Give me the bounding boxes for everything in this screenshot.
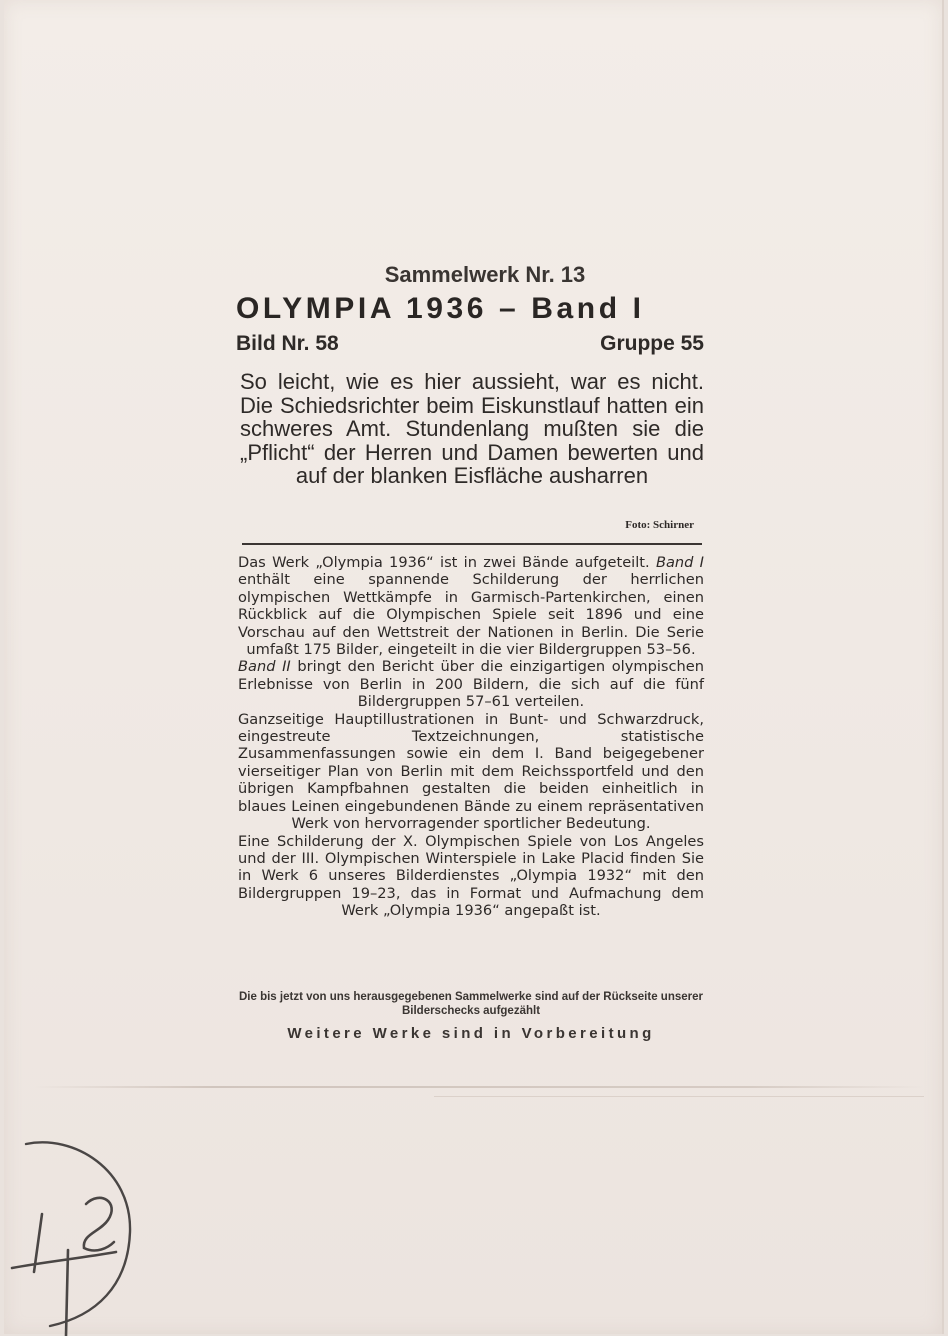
description-paragraph-reference: Eine Schilderung der X. Olympischen Spiele von Los Angeles und der III. Olympischen Winterspiele in Lake Placid finden Sie in Werk 6 unseres Bilderdienstes „Olympia 1932“ mit den Bildergruppen 19–23, das in Format und Aufmachung dem Werk „Olympia 1936“ angepaßt ist. — [238, 832, 704, 920]
series-label: Sammelwerk Nr. 13 — [384, 262, 586, 287]
description-paragraph-format: Ganzseitige Hauptillustrationen in Bunt- und Schwarzdruck, eingestreute Textzeichnungen, statistische Zusammenfassungen sowie ein dem I. Band beigegebener vierseitiger Plan von Berlin mit dem Reichssportfeld und den übrigen Kampfbahnen gestalten die beiden einheitlich in blaues Leinen eingebundenen Bände zu einem repräsentativen Werk von hervorragender sportlicher Bedeutung. — [238, 710, 704, 833]
photo-credit: Foto: Schirner — [625, 519, 694, 531]
band1-label: Band I — [655, 554, 704, 571]
series-description — [238, 554, 704, 920]
meta-row — [236, 332, 704, 356]
description-paragraph-band2 — [238, 658, 704, 710]
pencil-stroke-digit — [84, 1198, 114, 1251]
fold-crease-faint — [434, 1096, 924, 1097]
description-paragraph-band1 — [238, 554, 704, 658]
band1-text: enthält eine spannende Schilderung der herrlichen olympischen Wettkämpfe in Garmisch-Partenkirchen, einen Rückblick auf die Olympischen Spiele seit 1896 und eine Vorschau auf den Wettstreit der Nationen in Berlin. Die Serie umfaßt 175 Bilder, eingeteilt in die vier Bildergruppen 53–56. — [238, 571, 704, 659]
section-divider — [242, 543, 702, 545]
pencil-stroke-circle — [26, 1142, 130, 1326]
pencil-stroke-four — [12, 1214, 116, 1336]
fold-crease — [34, 1086, 924, 1088]
card-header — [236, 262, 704, 356]
band2-text: bringt den Bericht über die einzigartigen olympischen Erlebnisse von Berlin in 200 Bildern, die sich auf die fünf Bildergruppen 57–61 verteilen. — [238, 658, 705, 711]
pencil-number-mark — [4, 1130, 164, 1336]
collection-note: Die bis jetzt von uns herausgegebenen Sammelwerke sind auf der Rückseite unserer Bilderschecks aufgezählt — [239, 991, 703, 1017]
group-number: Gruppe 55 — [600, 332, 704, 355]
description-intro: Das Werk „Olympia 1936“ ist in zwei Bände aufgeteilt. — [238, 554, 650, 571]
band2-label: Band II — [238, 658, 291, 676]
picture-number: Bild Nr. 58 — [236, 332, 339, 355]
picture-caption: So leicht, wie es hier aussieht, war es nicht. Die Schiedsrichter beim Eiskunstlauf hatten ein schweres Amt. Stundenlang mußten sie die „Pflicht“ der Herren und Damen bewerten und auf der blanken Eisfläche ausharren — [240, 369, 704, 488]
card-back — [4, 0, 944, 1334]
more-works-line: Weitere Werke sind in Vorbereitung — [287, 1025, 655, 1042]
card-title: OLYMPIA 1936 – Band I — [236, 292, 645, 325]
